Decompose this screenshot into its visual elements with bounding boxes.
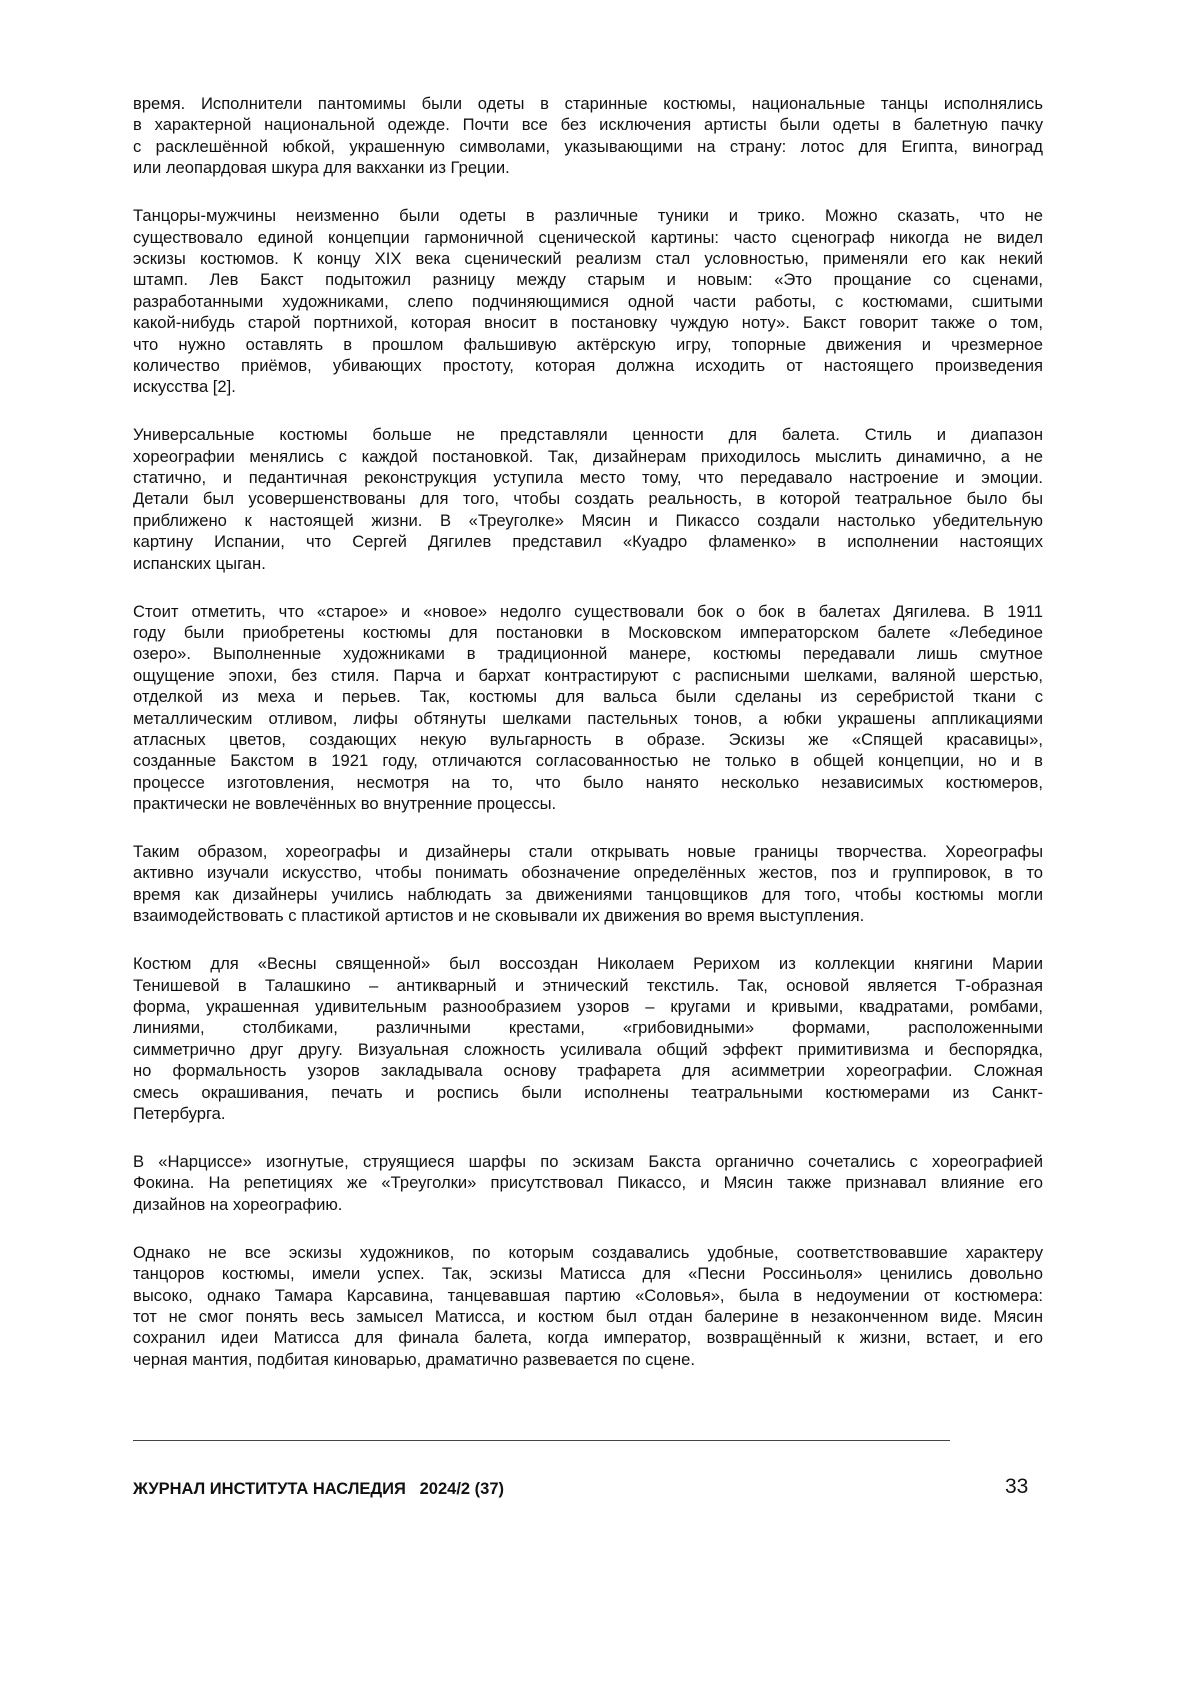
text-line: Тенишевой в Талашкино – антикварный и этнический текстиль. Так, основой является Т-образная bbox=[133, 975, 1043, 996]
paragraph bbox=[133, 953, 1043, 1124]
text-line: черная мантия, подбитая киноварью, драматично развевается по сцене. bbox=[133, 1349, 1043, 1370]
page-number: 33 bbox=[1005, 1475, 1028, 1499]
paragraph bbox=[133, 93, 1043, 179]
text-line: испанских цыган. bbox=[133, 553, 1043, 574]
text-line: Танцоры-мужчины неизменно были одеты в различные туники и трико. Можно сказать, что не bbox=[133, 205, 1043, 226]
text-line: активно изучали искусство, чтобы понимать обозначение определённых жестов, поз и группировок, в то bbox=[133, 862, 1043, 883]
text-line: практически не вовлечённых во внутренние процессы. bbox=[133, 793, 1043, 814]
text-line: или леопардовая шкура для вакханки из Греции. bbox=[133, 157, 1043, 178]
text-line: металлическим отливом, лифы обтянуты шелками пастельных тонов, а юбки украшены аппликациями bbox=[133, 708, 1043, 729]
text-line: высоко, однако Тамара Карсавина, танцевавшая партию «Соловья», была в недоумении от костюмера: bbox=[133, 1285, 1043, 1306]
text-line: разработанными художниками, слепо подчиняющимися одной части работы, с костюмами, сшитыми bbox=[133, 291, 1043, 312]
text-line: году были приобретены костюмы для постановки в Московском императорском балете «Лебединое bbox=[133, 622, 1043, 643]
text-line: приближено к настоящей жизни. В «Треуголке» Мясин и Пикассо создали настолько убедительную bbox=[133, 510, 1043, 531]
text-line: время как дизайнеры учились наблюдать за движениями танцовщиков для того, чтобы костюмы могли bbox=[133, 884, 1043, 905]
text-line: искусства [2]. bbox=[133, 376, 1043, 397]
text-line: симметрично друг другу. Визуальная сложность усиливала общий эффект примитивизма и беспорядка, bbox=[133, 1039, 1043, 1060]
paragraph bbox=[133, 1151, 1043, 1215]
text-line: время. Исполнители пантомимы были одеты в старинные костюмы, национальные танцы исполнялись bbox=[133, 93, 1043, 114]
text-line: отделкой из меха и перьев. Так, костюмы для вальса были сделаны из серебристой ткани с bbox=[133, 686, 1043, 707]
text-line: дизайнов на хореографию. bbox=[133, 1194, 1043, 1215]
paragraph bbox=[133, 424, 1043, 574]
text-line: Детали был усовершенствованы для того, чтобы создать реальность, в которой театральное было бы bbox=[133, 488, 1043, 509]
text-line: что нужно оставлять в прошлом фальшивую актёрскую игру, топорные движения и чрезмерное bbox=[133, 334, 1043, 355]
text-line: танцоров костюмы, имели успех. Так, эскизы Матисса для «Песни Россиньоля» ценились довольно bbox=[133, 1263, 1043, 1284]
text-line: картину Испании, что Сергей Дягилев представил «Куадро фламенко» в исполнении настоящих bbox=[133, 531, 1043, 552]
text-line: ощущение эпохи, без стиля. Парча и бархат контрастируют с расписными шелками, валяной шерстью, bbox=[133, 665, 1043, 686]
paragraph bbox=[133, 205, 1043, 398]
text-line: существовало единой концепции гармоничной сценической картины: часто сценограф никогда не видел bbox=[133, 227, 1043, 248]
article-body bbox=[133, 93, 1043, 1397]
paragraph bbox=[133, 1242, 1043, 1370]
text-line: процессе изготовления, несмотря на то, что было нанято несколько независимых костюмеров, bbox=[133, 772, 1043, 793]
text-line: Однако не все эскизы художников, по которым создавались удобные, соответствовавшие характеру bbox=[133, 1242, 1043, 1263]
text-line: сохранил идеи Матисса для финала балета, когда император, возвращённый к жизни, встает, и его bbox=[133, 1327, 1043, 1348]
text-line: тот не смог понять весь замысел Матисса, и костюм был отдан балерине в незаконченном виде. Мясин bbox=[133, 1306, 1043, 1327]
text-line: смесь окрашивания, печать и роспись были исполнены театральными костюмерами из Санкт- bbox=[133, 1082, 1043, 1103]
text-line: Петербурга. bbox=[133, 1103, 1043, 1124]
text-line: атласных цветов, создающих некую вульгарность в образе. Эскизы же «Спящей красавицы», bbox=[133, 729, 1043, 750]
text-line: количество приёмов, убивающих простоту, которая должна исходить от настоящего произведения bbox=[133, 355, 1043, 376]
text-line: штамп. Лев Бакст подытожил разницу между старым и новым: «Это прощание со сценами, bbox=[133, 269, 1043, 290]
text-line: эскизы костюмов. К концу XIX века сценический реализм стал условностью, применяли его как некий bbox=[133, 248, 1043, 269]
text-line: Таким образом, хореографы и дизайнеры стали открывать новые границы творчества. Хореографы bbox=[133, 841, 1043, 862]
paragraph bbox=[133, 841, 1043, 927]
text-line: Стоит отметить, что «старое» и «новое» недолго существовали бок о бок в балетах Дягилева. В 1911 bbox=[133, 601, 1043, 622]
text-line: В «Нарциссе» изогнутые, струящиеся шарфы по эскизам Бакста органично сочетались с хореографией bbox=[133, 1151, 1043, 1172]
text-line: в характерной национальной одежде. Почти все без исключения артисты были одеты в балетную пачку bbox=[133, 114, 1043, 135]
text-line: линиями, столбиками, различными крестами, «грибовидными» формами, расположенными bbox=[133, 1017, 1043, 1038]
text-line: с расклешённой юбкой, украшенную символами, указывающими на страну: лотос для Египта, виноград bbox=[133, 136, 1043, 157]
text-line: Фокина. На репетициях же «Треуголки» присутствовал Пикассо, и Мясин также признавал влияние его bbox=[133, 1172, 1043, 1193]
text-line: но формальность узоров закладывала основу трафарета для асимметрии хореографии. Сложная bbox=[133, 1060, 1043, 1081]
paragraph bbox=[133, 601, 1043, 815]
journal-title: ЖУРНАЛ ИНСТИТУТА НАСЛЕДИЯ 2024/2 (37) bbox=[133, 1480, 504, 1499]
text-line: созданные Бакстом в 1921 году, отличаются согласованностью не только в общей концепции, но и в bbox=[133, 750, 1043, 771]
footer-divider bbox=[133, 1440, 950, 1441]
text-line: Костюм для «Весны священной» был воссоздан Николаем Рерихом из коллекции княгини Марии bbox=[133, 953, 1043, 974]
text-line: взаимодействовать с пластикой артистов и не сковывали их движения во время выступления. bbox=[133, 905, 1043, 926]
text-line: статично, и педантичная реконструкция уступила место тому, что передавало настроение и эмоции. bbox=[133, 467, 1043, 488]
text-line: какой-нибудь старой портнихой, которая вносит в постановку чуждую ноту». Бакст говорит также о том, bbox=[133, 312, 1043, 333]
text-line: хореографии менялись с каждой постановкой. Так, дизайнерам приходилось мыслить динамично, а не bbox=[133, 446, 1043, 467]
text-line: форма, украшенная удивительным разнообразием узоров – кругами и кривыми, квадратами, ромбами, bbox=[133, 996, 1043, 1017]
text-line: Универсальные костюмы больше не представляли ценности для балета. Стиль и диапазон bbox=[133, 424, 1043, 445]
text-line: озеро». Выполненные художниками в традиционной манере, костюмы передавали лишь смутное bbox=[133, 643, 1043, 664]
